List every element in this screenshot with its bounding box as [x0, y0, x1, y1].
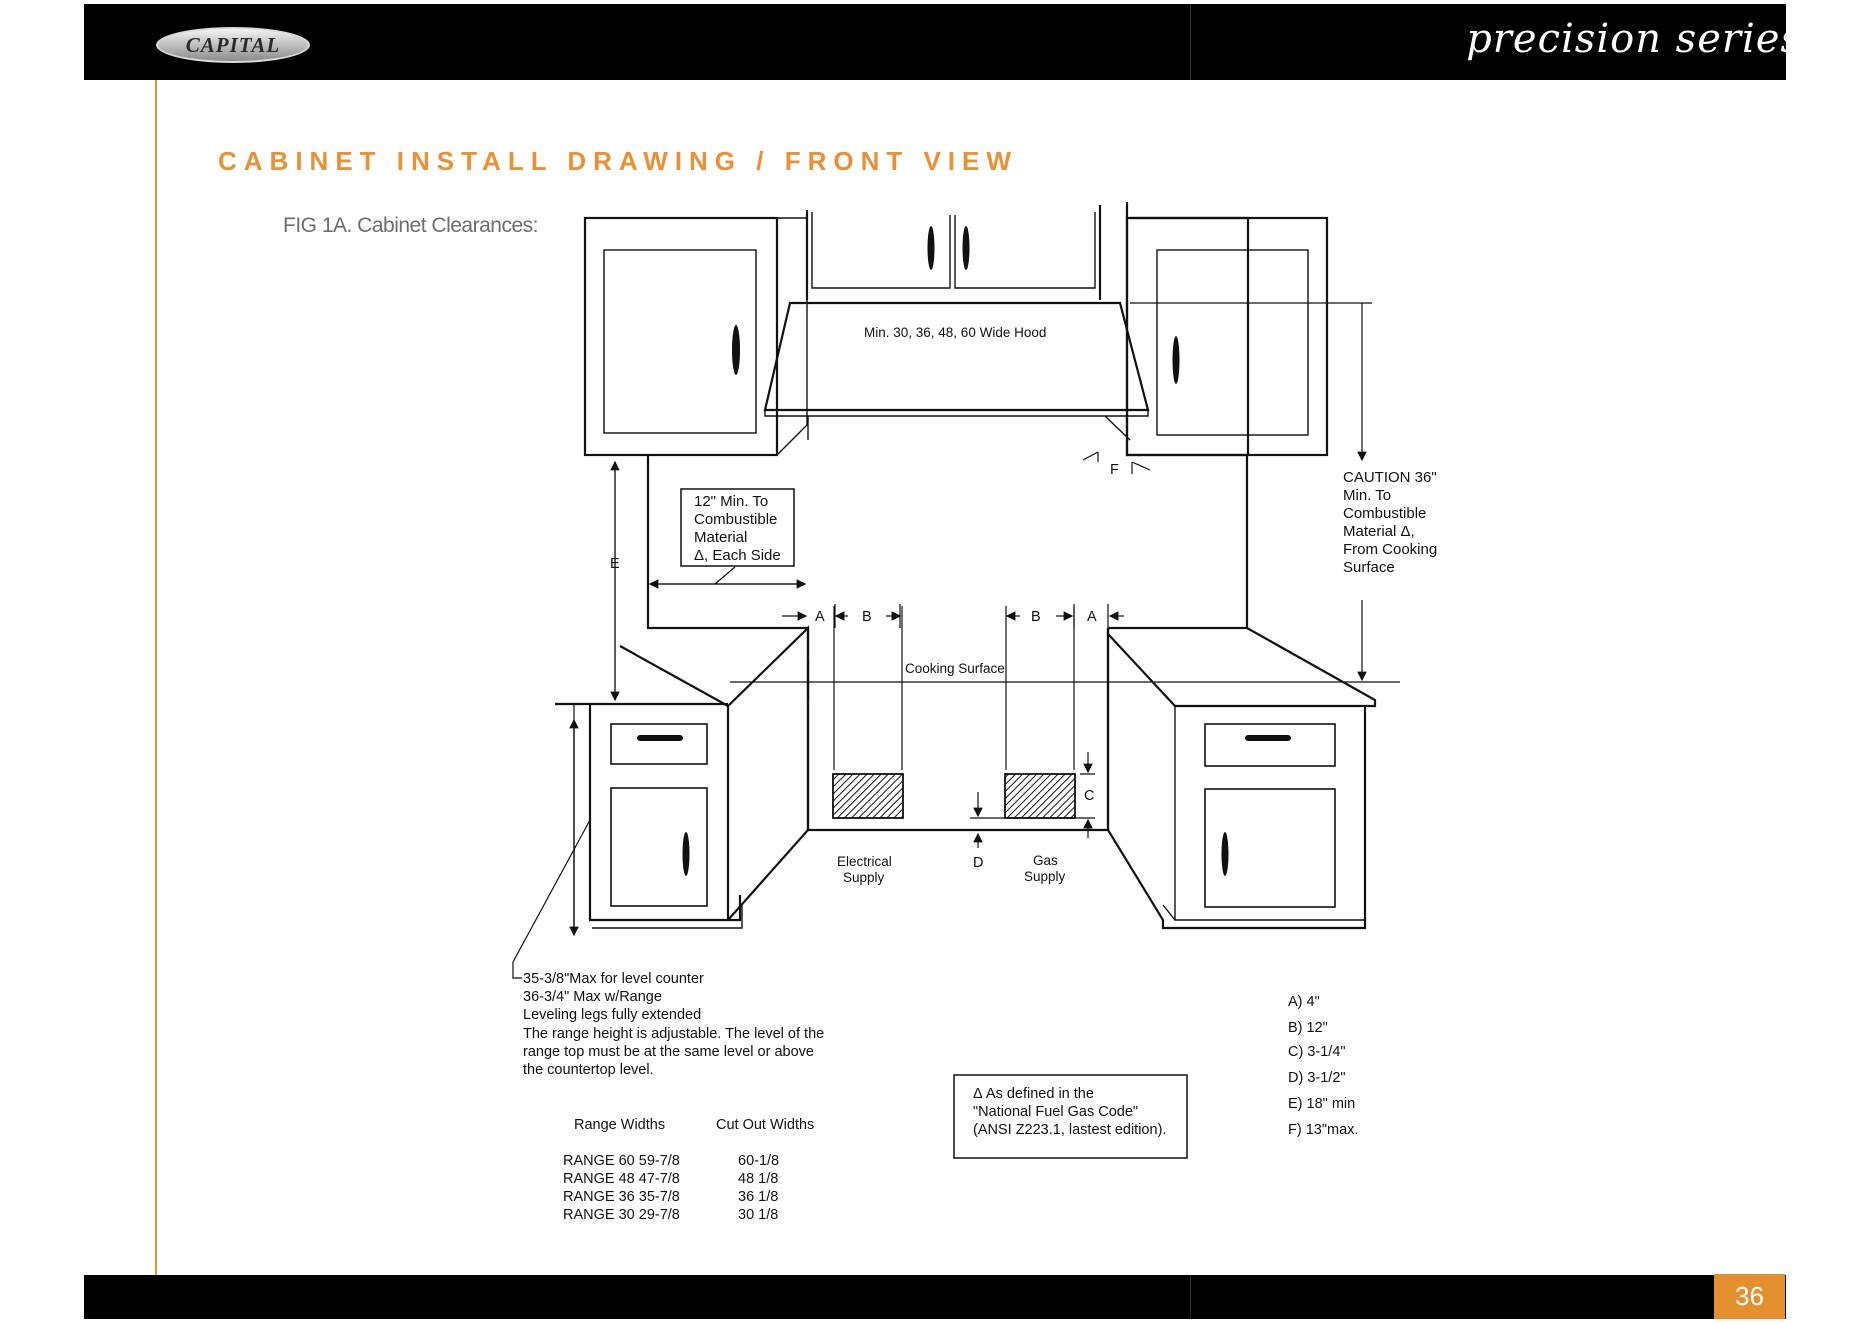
side-note-line-1: 12" Min. To	[694, 493, 769, 510]
range-hood	[765, 303, 1148, 410]
counter-note-line-1: 35-3/8"Max for level counter	[523, 971, 704, 987]
cabinet-handle-icon	[732, 325, 740, 375]
definition-line-2: "National Fuel Gas Code"	[973, 1104, 1139, 1120]
legend-c: C) 3-1/4"	[1288, 1044, 1346, 1060]
dim-letter-e: E	[610, 556, 620, 572]
legend-f: F) 13"max.	[1288, 1122, 1359, 1138]
hood-label: Min. 30, 36, 48, 60 Wide Hood	[864, 325, 1047, 340]
table-row-3-range: RANGE 36 35-7/8	[563, 1189, 680, 1205]
caution-line-5: From Cooking	[1343, 541, 1438, 558]
left-upper-cabinet	[585, 218, 777, 455]
dim-letter-a-right: A	[1087, 609, 1097, 625]
counter-note-line-3: Leveling legs fully extended	[523, 1007, 702, 1023]
side-note-line-3: Material	[694, 529, 748, 546]
counter-note-line-2: 36-3/4" Max w/Range	[523, 989, 662, 1005]
series-title: precision series	[1466, 16, 1802, 62]
electrical-label-1: Electrical	[837, 854, 892, 869]
counter-note-line-4: The range height is adjustable. The level of the	[523, 1026, 825, 1042]
table-row-4-cutout: 30 1/8	[738, 1207, 779, 1223]
dim-letter-a-left: A	[815, 609, 825, 625]
table-row-1-cutout: 60-1/8	[738, 1153, 780, 1169]
table-header-cutout: Cut Out Widths	[716, 1117, 815, 1133]
dim-letter-f: F	[1110, 462, 1119, 478]
side-note-line-4: Δ, Each Side	[694, 547, 781, 564]
dim-letter-d: D	[973, 855, 984, 871]
footer-bar	[84, 1275, 1786, 1319]
cooking-surface-label: Cooking Surface	[905, 661, 1005, 676]
legend-e: E) 18" min	[1288, 1096, 1356, 1112]
legend-a: A) 4"	[1288, 994, 1320, 1010]
electrical-label-2: Supply	[843, 870, 885, 885]
dim-letter-b-right: B	[1031, 609, 1041, 625]
side-note-line-2: Combustible	[694, 511, 778, 528]
table-row-1-range: RANGE 60 59-7/8	[563, 1153, 680, 1169]
figure-caption: FIG 1A. Cabinet Clearances:	[283, 214, 538, 237]
electrical-supply-box	[833, 774, 903, 818]
caution-line-6: Surface	[1343, 559, 1395, 576]
page-title: CABINET INSTALL DRAWING / FRONT VIEW	[218, 146, 1018, 176]
page-number: 36	[1714, 1274, 1785, 1319]
table-row-2-range: RANGE 48 47-7/8	[563, 1171, 680, 1187]
logo-text: CAPITAL	[185, 32, 281, 57]
counter-note-line-5: range top must be at the same level or above	[523, 1044, 814, 1060]
definition-line-3: (ANSI Z223.1, lastest edition).	[973, 1122, 1167, 1138]
gas-supply-box	[1005, 774, 1075, 818]
table-row-2-cutout: 48 1/8	[738, 1171, 779, 1187]
table-row-3-cutout: 36 1/8	[738, 1189, 779, 1205]
gas-label-1: Gas	[1033, 853, 1058, 868]
caution-line-2: Min. To	[1343, 487, 1392, 504]
definition-line-1: Δ As defined in the	[973, 1086, 1094, 1102]
caution-line-1: CAUTION 36"	[1343, 469, 1437, 486]
table-row-4-range: RANGE 30 29-7/8	[563, 1207, 680, 1223]
gas-label-2: Supply	[1024, 869, 1066, 884]
counter-note-line-6: the countertop level.	[523, 1062, 654, 1078]
caution-line-4: Material Δ,	[1343, 523, 1415, 540]
dim-letter-b-left: B	[862, 609, 872, 625]
legend-d: D) 3-1/2"	[1288, 1070, 1346, 1086]
table-header-range: Range Widths	[574, 1117, 666, 1133]
dim-letter-c: C	[1084, 788, 1095, 804]
footer-seam	[1190, 1275, 1191, 1319]
legend-b: B) 12"	[1288, 1020, 1328, 1036]
caution-line-3: Combustible	[1343, 505, 1427, 522]
